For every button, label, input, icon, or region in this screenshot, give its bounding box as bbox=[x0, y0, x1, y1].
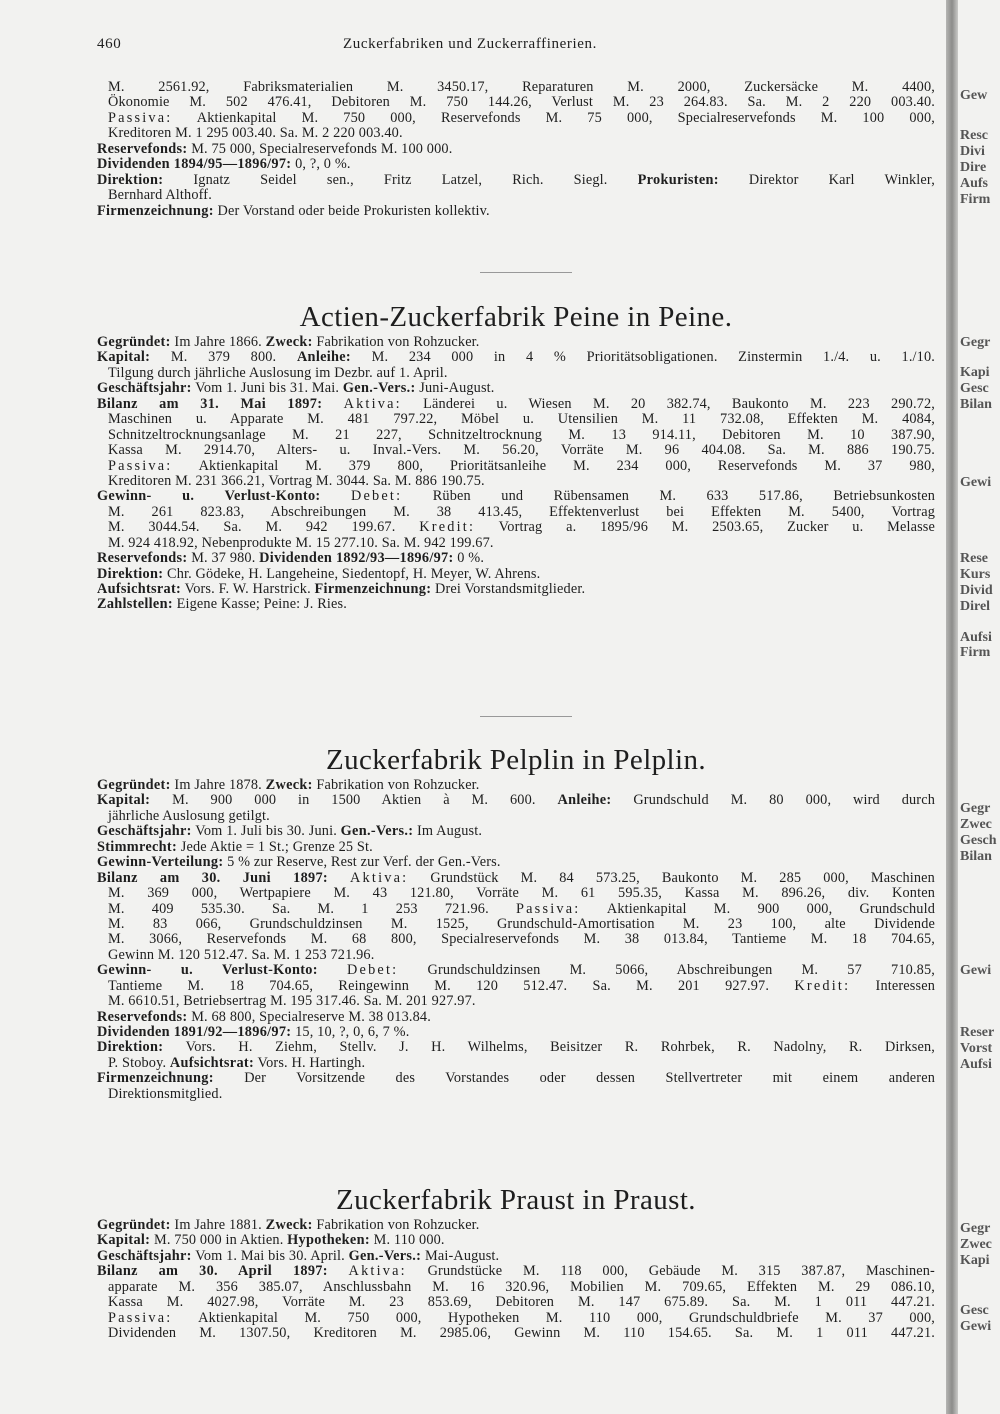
field-label: Gegründet: bbox=[97, 1217, 171, 1233]
text: Kreditoren M. 1 295 003.40. Sa. M. 2 220 003.40. bbox=[108, 125, 403, 142]
text-line bbox=[97, 567, 935, 582]
text: Grundschuld M. 80 000, wird durch bbox=[611, 792, 935, 809]
text: M. 3044.54. Sa. M. 942 199.67. bbox=[108, 519, 420, 536]
field-label: Kapital: bbox=[97, 349, 151, 366]
field-label: Geschäftsjahr: bbox=[97, 380, 192, 397]
spaced-label: Aktiva: bbox=[348, 1263, 407, 1280]
entry bbox=[97, 1040, 935, 1071]
entry bbox=[97, 840, 935, 855]
text-line bbox=[97, 979, 935, 994]
text-line bbox=[97, 871, 935, 886]
field-label: Anleihe: bbox=[557, 792, 612, 809]
text-line bbox=[97, 459, 935, 474]
text-line bbox=[97, 1218, 935, 1233]
text: Der Vorsitzende des Vorstandes oder dessen Stellvertreter mit einem anderen bbox=[213, 1070, 935, 1087]
entry bbox=[97, 597, 935, 612]
text: M. 110 000. bbox=[369, 1232, 445, 1249]
entry bbox=[97, 142, 935, 157]
text-line bbox=[97, 948, 935, 963]
entry bbox=[97, 963, 935, 1009]
field-label: Direktion: bbox=[97, 1039, 164, 1056]
text: Chr. Gödeke, H. Langeheine, Siedentopf, H. Meyer, W. Ahrens. bbox=[163, 565, 541, 582]
field-label: Firmenzeichnung: bbox=[314, 581, 432, 597]
entry bbox=[97, 582, 935, 597]
text-line bbox=[97, 855, 935, 870]
next-page-fragment: Kapi bbox=[960, 1253, 990, 1268]
entry bbox=[97, 397, 935, 490]
text: M. 68 800, Specialreserve M. 38 013.84. bbox=[187, 1008, 431, 1025]
next-page-fragment: Gesc bbox=[960, 1303, 989, 1318]
next-page-fragment: Vorst bbox=[960, 1041, 993, 1056]
company-section bbox=[97, 1183, 935, 1342]
text-line bbox=[97, 520, 935, 535]
text: Vors. F. W. Harstrick. bbox=[181, 581, 315, 597]
text-line bbox=[97, 126, 935, 141]
field-label: Gegründet: bbox=[97, 777, 171, 793]
next-page-fragment: Bilan bbox=[960, 849, 992, 864]
text-line bbox=[97, 597, 935, 612]
text: Vom 1. Juni bis 31. Mai. bbox=[191, 380, 343, 397]
text: 0, ?, 0 %. bbox=[291, 156, 351, 173]
spaced-label: Aktiva: bbox=[350, 869, 409, 886]
field-label: Gewinn- u. Verlust-Konto: bbox=[97, 962, 318, 979]
text-line bbox=[97, 1233, 935, 1248]
field-label: Kapital: bbox=[97, 1232, 151, 1249]
field-label: Gewinn-Verteilung: bbox=[97, 854, 224, 871]
field-label: Reservefonds: bbox=[97, 140, 188, 157]
text-line bbox=[97, 793, 935, 808]
next-page-fragment: Zwec bbox=[960, 1237, 992, 1252]
text-line bbox=[97, 381, 935, 396]
text: Länderei u. Wiesen M. 20 382.74, Baukonto M. 223 290.72, bbox=[401, 395, 935, 412]
company-section bbox=[97, 743, 935, 1102]
field-label: Dividenden 1891/92—1896/97: bbox=[97, 1024, 292, 1040]
text: Ökonomie M. 502 476.41, Debitoren M. 750 144.26, Verlust M. 23 264.83. Sa. M. 2 220 003.40. bbox=[108, 94, 935, 111]
field-label: Direktion: bbox=[97, 565, 164, 582]
text: M. 83 066, Grundschuldzinsen M. 1525, Grundschuld-Amortisation M. 23 100, alte Dividende bbox=[108, 915, 935, 932]
text: Im Jahre 1866. bbox=[170, 334, 266, 350]
spaced-label: Debet: bbox=[350, 488, 403, 505]
next-page-fragment: Aufsi bbox=[960, 630, 992, 645]
entry bbox=[97, 778, 935, 793]
field-label: Dividenden 1892/93—1896/97: bbox=[259, 550, 454, 567]
text-line bbox=[97, 1295, 935, 1310]
text: Fabrikation von Rohzucker. bbox=[312, 777, 480, 793]
text-line bbox=[97, 917, 935, 932]
field-label: Gen.-Vers.: bbox=[342, 380, 416, 397]
text: Jede Aktie = 1 St.; Grenze 25 St. bbox=[177, 838, 373, 855]
text-line bbox=[97, 489, 935, 504]
entry bbox=[97, 204, 935, 219]
next-page-fragment: Kurs bbox=[960, 567, 991, 582]
text: Rüben und Rübensamen M. 633 517.86, Betriebsunkosten bbox=[402, 488, 935, 505]
next-page-fragment: Firm bbox=[960, 192, 991, 207]
text: Direktor Karl Winkler, bbox=[718, 171, 935, 188]
text: M. 369 000, Wertpapiere M. 43 121.80, Vorräte M. 61 595.35, Kassa M. 896.26, div. Konten bbox=[108, 885, 935, 902]
text-line bbox=[97, 397, 935, 412]
next-page-fragment: Dire bbox=[960, 160, 987, 175]
text: 0 %. bbox=[453, 550, 485, 567]
text: Kassa M. 4027.98, Vorräte M. 23 853.69, Debitoren M. 147 675.89. Sa. M. 1 011 447.21. bbox=[108, 1294, 935, 1311]
text-line bbox=[97, 142, 935, 157]
text-line bbox=[97, 1249, 935, 1264]
next-page-fragment: Aufs bbox=[960, 176, 989, 191]
next-page-fragment: Gewi bbox=[960, 475, 992, 490]
text-line bbox=[97, 778, 935, 793]
text-line bbox=[97, 1071, 935, 1086]
text: Im Jahre 1878. bbox=[170, 777, 266, 793]
entry bbox=[97, 335, 935, 350]
text: Direktionsmitglied. bbox=[108, 1085, 223, 1102]
field-label: Anleihe: bbox=[296, 349, 351, 366]
spaced-label: Passiva: bbox=[108, 457, 173, 474]
text: Vom 1. Juli bis 30. Juni. bbox=[191, 823, 341, 840]
next-page-fragment: Zwec bbox=[960, 817, 992, 832]
text: Bernhard Althoff. bbox=[108, 187, 212, 204]
text: Tilgung durch jährliche Auslosung im Dezbr. auf 1. April. bbox=[108, 364, 448, 381]
entry bbox=[97, 173, 935, 204]
next-page-fragment: Bilan bbox=[960, 397, 992, 412]
next-page-fragment: Divid bbox=[960, 583, 993, 598]
text-line bbox=[97, 1056, 935, 1071]
field-label: Gewinn- u. Verlust-Konto: bbox=[97, 488, 321, 505]
text-line bbox=[97, 536, 935, 551]
text-line bbox=[97, 1280, 935, 1295]
text: M. 3066, Reservefonds M. 68 800, Specialreservefonds M. 38 013.84, Tantieme M. 18 704.65, bbox=[108, 931, 935, 948]
text-line bbox=[97, 204, 935, 219]
running-head: Zuckerfabriken und Zuckerraffinerien. bbox=[343, 36, 597, 52]
text: Vom 1. Mai bis 30. April. bbox=[191, 1247, 349, 1264]
text-line bbox=[97, 188, 935, 203]
text-line bbox=[97, 963, 935, 978]
page-number: 460 bbox=[97, 36, 122, 52]
text: Juni-August. bbox=[415, 380, 495, 397]
text: M. 900 000 in 1500 Aktien à M. 600. bbox=[150, 792, 558, 809]
next-page-fragment: Gesch bbox=[960, 833, 997, 848]
company-title: Zuckerfabrik Pelplin in Pelplin. bbox=[325, 744, 707, 776]
field-label: Gen.-Vers.: bbox=[340, 823, 414, 840]
text-line bbox=[97, 335, 935, 350]
entry bbox=[97, 855, 935, 870]
text: M. 261 823.83, Abschreibungen M. 38 413.45, Effektenverlust bei Effekten M. 5400, Vortrag bbox=[108, 503, 935, 520]
next-page-fragment: Direl bbox=[960, 599, 991, 614]
field-label: Aufsichtsrat: bbox=[169, 1054, 255, 1071]
next-page-fragment: Gewi bbox=[960, 1319, 992, 1334]
text: Ignatz Seidel sen., Fritz Latzel, Rich. Siegl. bbox=[163, 171, 638, 188]
field-label: Zweck: bbox=[265, 1217, 313, 1233]
section-divider bbox=[480, 716, 572, 717]
text: Eigene Kasse; Peine: J. Ries. bbox=[172, 596, 347, 613]
entry bbox=[97, 157, 935, 172]
spaced-label: Passiva: bbox=[515, 900, 581, 917]
text: Der Vorstand oder beide Prokuristen kollektiv. bbox=[213, 202, 490, 219]
entry bbox=[97, 824, 935, 839]
field-label: Gen.-Vers.: bbox=[348, 1247, 422, 1264]
text bbox=[328, 1263, 349, 1279]
entry bbox=[97, 1025, 935, 1040]
text-line bbox=[97, 505, 935, 520]
section-divider bbox=[480, 272, 572, 273]
text: Dividenden M. 1307.50, Kreditoren M. 2985.06, Gewinn M. 110 154.65. Sa. M. 1 011 447.21. bbox=[108, 1325, 935, 1342]
entry bbox=[97, 1010, 935, 1025]
text: Kreditoren M. 231 366.21, Vortrag M. 3044. Sa. M. 886 190.75. bbox=[108, 472, 485, 489]
text-line bbox=[97, 886, 935, 901]
text: Aktienkapital M. 900 000, Grundschuld bbox=[580, 900, 935, 917]
book-gutter bbox=[946, 0, 958, 1414]
field-label: Geschäftsjahr: bbox=[97, 823, 192, 840]
spaced-label: Passiva: bbox=[108, 109, 173, 126]
field-label: Stimmrecht: bbox=[97, 838, 178, 855]
field-label: Kapital: bbox=[97, 792, 151, 809]
text bbox=[320, 488, 350, 504]
spaced-label: Kredit: bbox=[419, 519, 476, 536]
text-line bbox=[97, 994, 935, 1009]
text-line bbox=[97, 932, 935, 947]
next-page-fragment: Gegr bbox=[960, 1221, 991, 1236]
company-title: Zuckerfabrik Praust in Praust. bbox=[336, 1184, 696, 1216]
text: Im Jahre 1881. bbox=[170, 1217, 266, 1233]
text: apparate M. 356 385.07, Anschlussbahn M. 16 320.96, Mobilien M. 709.65, Effekten M. 29 086.10, bbox=[108, 1278, 935, 1295]
text bbox=[322, 396, 343, 412]
spaced-label: Debet: bbox=[347, 962, 399, 979]
field-label: Bilanz am 30. Juni 1897: bbox=[97, 869, 328, 886]
next-page-fragment: Gew bbox=[960, 88, 988, 103]
field-label: Reservefonds: bbox=[97, 550, 188, 567]
spaced-label: Aktiva: bbox=[343, 395, 402, 412]
text: Schnitzeltrocknungsanlage M. 21 227, Schnitzeltrocknung M. 13 914.11, Debitoren M. 10 387.90, bbox=[108, 426, 935, 443]
entry bbox=[97, 871, 935, 964]
text: Aktienkapital M. 379 800, Prioritätsanleihe M. 234 000, Reservefonds M. 37 980, bbox=[172, 457, 935, 474]
text: Mai-August. bbox=[421, 1247, 500, 1264]
text: M. 75 000, Specialreservefonds M. 100 000. bbox=[187, 140, 453, 157]
text-line bbox=[97, 1311, 935, 1326]
entry bbox=[97, 489, 935, 551]
text-line bbox=[97, 157, 935, 172]
text-line bbox=[97, 173, 935, 188]
text: Drei Vorstandsmitglieder. bbox=[431, 581, 586, 597]
text-line bbox=[97, 95, 935, 110]
field-label: Firmenzeichnung: bbox=[97, 202, 214, 219]
text-line bbox=[97, 428, 935, 443]
text: Grundstücke M. 118 000, Gebäude M. 315 387.87, Maschinen- bbox=[406, 1263, 935, 1280]
next-page-fragment: Gesc bbox=[960, 381, 989, 396]
field-label: Direktion: bbox=[97, 171, 164, 188]
entry bbox=[97, 350, 935, 381]
next-page-fragment: Gegr bbox=[960, 801, 991, 816]
entry bbox=[97, 551, 935, 566]
field-label: Zweck: bbox=[265, 777, 313, 793]
field-label: Zweck: bbox=[265, 334, 313, 350]
text-line bbox=[97, 824, 935, 839]
next-page-fragment: Kapi bbox=[960, 365, 990, 380]
text: M. 234 000 in 4 % Prioritätsobligationen. Zinstermin 1./4. u. 1./10. bbox=[350, 349, 936, 366]
text: M. 379 800. bbox=[150, 349, 297, 366]
text: Vors. H. Ziehm, Stellv. J. H. Wilhelms, Beisitzer R. Rohrbek, R. Nadolny, R. Dirksen, bbox=[163, 1039, 935, 1056]
text: Kassa M. 2914.70, Alters- u. Inval.-Vers. M. 56.20, Vorräte M. 96 404.08. Sa. M. 886 190.75. bbox=[108, 442, 935, 459]
field-label: Gegründet: bbox=[97, 334, 171, 350]
text: Fabrikation von Rohzucker. bbox=[312, 1217, 480, 1233]
entry bbox=[97, 80, 935, 142]
field-label: Prokuristen: bbox=[637, 171, 719, 188]
next-page-fragment: Gegr bbox=[960, 335, 991, 350]
entry bbox=[97, 1249, 935, 1264]
field-label: Bilanz am 31. Mai 1897: bbox=[97, 395, 323, 412]
text: Fabrikation von Rohzucker. bbox=[312, 334, 480, 350]
next-page-fragment: Resc bbox=[960, 128, 988, 143]
text: Tantieme M. 18 704.65, Reingewinn M. 120 512.47. Sa. M. 201 927.97. bbox=[108, 977, 795, 994]
text: Vortrag a. 1895/96 M. 2503.65, Zucker u. Melasse bbox=[475, 519, 935, 536]
spaced-label: Kredit: bbox=[794, 977, 851, 994]
text: Grundschuldzinsen M. 5066, Abschreibungen M. 57 710.85, bbox=[398, 962, 936, 979]
entry bbox=[97, 381, 935, 396]
text: Maschinen u. Apparate M. 481 797.22, Möbel u. Utensilien M. 11 732.08, Effekten M. 4084, bbox=[108, 411, 935, 428]
text: jährliche Auslosung getilgt. bbox=[108, 807, 270, 824]
company-title: Actien-Zuckerfabrik Peine in Peine. bbox=[299, 301, 733, 333]
entry bbox=[97, 1071, 935, 1102]
text: P. Stoboy. bbox=[108, 1054, 170, 1071]
text: Grundstück M. 84 573.25, Baukonto M. 285 000, Maschinen bbox=[408, 869, 935, 886]
next-page-fragment: Divi bbox=[960, 144, 985, 159]
text bbox=[318, 962, 347, 978]
text: Gewinn M. 120 512.47. Sa. M. 1 253 721.96. bbox=[108, 946, 375, 963]
text-line bbox=[97, 1326, 935, 1341]
text-line bbox=[97, 1010, 935, 1025]
text-line bbox=[97, 474, 935, 489]
text-line bbox=[97, 582, 935, 597]
text-line bbox=[97, 1025, 935, 1040]
text: 15, 10, ?, 0, 6, 7 %. bbox=[291, 1024, 410, 1040]
field-label: Dividenden 1894/95—1896/97: bbox=[97, 156, 292, 173]
text-line bbox=[97, 809, 935, 824]
text-line bbox=[97, 1087, 935, 1102]
field-label: Reservefonds: bbox=[97, 1008, 188, 1025]
text: Vors. H. Hartingh. bbox=[254, 1054, 366, 1071]
text bbox=[328, 870, 350, 886]
entry bbox=[97, 793, 935, 824]
field-label: Bilanz am 30. April 1897: bbox=[97, 1263, 328, 1280]
text-line bbox=[97, 412, 935, 427]
text: M. 6610.51, Betriebsertrag M. 195 317.46. Sa. M. 201 927.97. bbox=[108, 993, 476, 1010]
text: Im August. bbox=[413, 823, 483, 840]
text-line bbox=[97, 350, 935, 365]
text-line bbox=[97, 1040, 935, 1055]
next-page-fragment: Firm bbox=[960, 645, 991, 660]
field-label: Aufsichtsrat: bbox=[97, 581, 182, 597]
text: M. 924 418.92, Nebenprodukte M. 15 277.10. Sa. M. 942 199.67. bbox=[108, 534, 494, 551]
text: M. 2561.92, Fabriksmaterialien M. 3450.17, Reparaturen M. 2000, Zuckersäcke M. 4400, bbox=[108, 79, 935, 95]
next-page-fragment: Reser bbox=[960, 1025, 995, 1040]
text-line bbox=[97, 111, 935, 126]
field-label: Firmenzeichnung: bbox=[97, 1070, 214, 1087]
entry bbox=[97, 1233, 935, 1248]
field-label: Zahlstellen: bbox=[97, 596, 173, 613]
text: M. 37 980. bbox=[187, 550, 260, 567]
text: 5 % zur Reserve, Rest zur Verf. der Gen.-Vers. bbox=[223, 854, 501, 871]
text: Aktienkapital M. 750 000, Hypotheken M. 110 000, Grundschuldbriefe M. 37 000, bbox=[172, 1309, 935, 1326]
text: M. 409 535.30. Sa. M. 1 253 721.96. bbox=[108, 900, 516, 917]
entry bbox=[97, 567, 935, 582]
next-page-fragment: Rese bbox=[960, 551, 988, 566]
spaced-label: Passiva: bbox=[108, 1309, 173, 1326]
text: M. 750 000 in Aktien. bbox=[150, 1232, 288, 1249]
field-label: Geschäftsjahr: bbox=[97, 1247, 192, 1264]
text-line bbox=[97, 443, 935, 458]
entry bbox=[97, 1264, 935, 1341]
continued-entry bbox=[97, 80, 935, 219]
text-line bbox=[97, 551, 935, 566]
company-section bbox=[97, 300, 935, 613]
text: Aktienkapital M. 750 000, Reservefonds M. 75 000, Specialreservefonds M. 100 000, bbox=[172, 109, 935, 126]
field-label: Hypotheken: bbox=[287, 1232, 370, 1249]
text-line bbox=[97, 1264, 935, 1279]
next-page-fragment: Gewi bbox=[960, 963, 992, 978]
entry bbox=[97, 1218, 935, 1233]
text-line bbox=[97, 366, 935, 381]
text-line bbox=[97, 902, 935, 917]
text-line bbox=[97, 840, 935, 855]
next-page-fragment: Aufsi bbox=[960, 1057, 992, 1072]
text: Interessen bbox=[850, 977, 935, 994]
